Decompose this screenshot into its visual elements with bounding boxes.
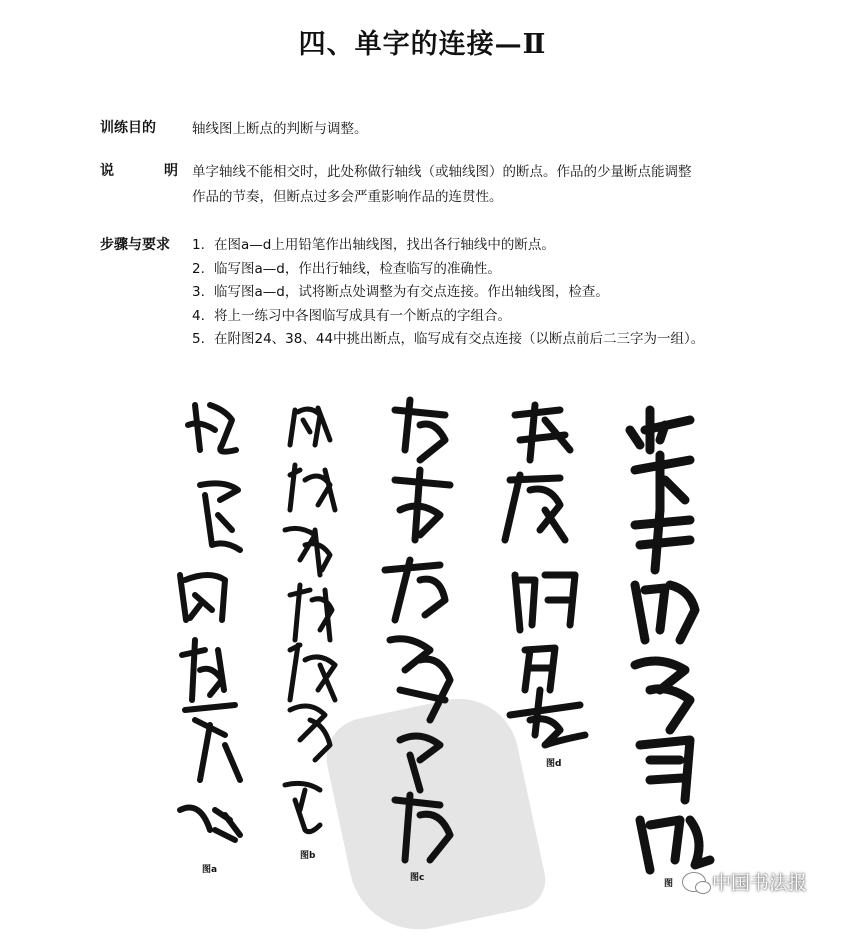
step-text: 在附图24、38、44中挑出断点，临写成有交点连接（以断点前后二三字为一组）。 xyxy=(214,331,705,347)
brand-watermark xyxy=(682,868,807,895)
wechat-icon xyxy=(682,872,706,892)
purpose-text: 轴线图上断点的判断与调整。 xyxy=(192,121,368,137)
explain-line: 作品的节奏，但断点过多会严重影响作品的连贯性。 xyxy=(192,189,503,205)
explain-label-b: 明 xyxy=(164,163,178,179)
purpose-label: 训练目的 xyxy=(100,120,156,136)
figure-label-a: 图a xyxy=(202,865,218,875)
step-number: 3. xyxy=(192,284,205,300)
step-number: 4. xyxy=(192,307,205,324)
figure-e-calligraphy xyxy=(630,410,710,870)
explain-label-a: 说 xyxy=(100,163,114,179)
step-text: 将上一练习中各图临写成具有一个断点的字组合。 xyxy=(214,307,511,324)
step-text: 临写图a—d，作出行轴线，检查临写的准确性。 xyxy=(214,260,501,277)
step-number: 5. xyxy=(192,331,205,347)
figure-label-b: 图b xyxy=(300,851,316,861)
figure-label-d: 图d xyxy=(546,759,562,769)
step-number: 1. xyxy=(192,237,205,253)
figure-label-e: 图 xyxy=(664,879,674,889)
page-title: 四、单字的连接—Ⅱ xyxy=(298,29,547,60)
brand-name: 中国书法报 xyxy=(712,872,808,894)
figure-b-calligraphy xyxy=(285,408,335,832)
steps-label: 步骤与要求 xyxy=(100,237,170,253)
figure-label-c: 图c xyxy=(410,873,425,883)
figure-a-calligraphy xyxy=(180,405,240,840)
explain-line: 单字轴线不能相交时，此处称做行轴线（或轴线图）的断点。作品的少量断点能调整 xyxy=(192,164,692,180)
figure-c-calligraphy xyxy=(385,400,450,860)
step-text: 在图a—d上用铅笔作出轴线图，找出各行轴线中的断点。 xyxy=(214,237,555,253)
step-text: 临写图a—d，试将断点处调整为有交点连接。作出轴线图，检查。 xyxy=(214,284,609,300)
figure-d-calligraphy xyxy=(505,405,585,745)
step-number: 2. xyxy=(192,260,205,277)
